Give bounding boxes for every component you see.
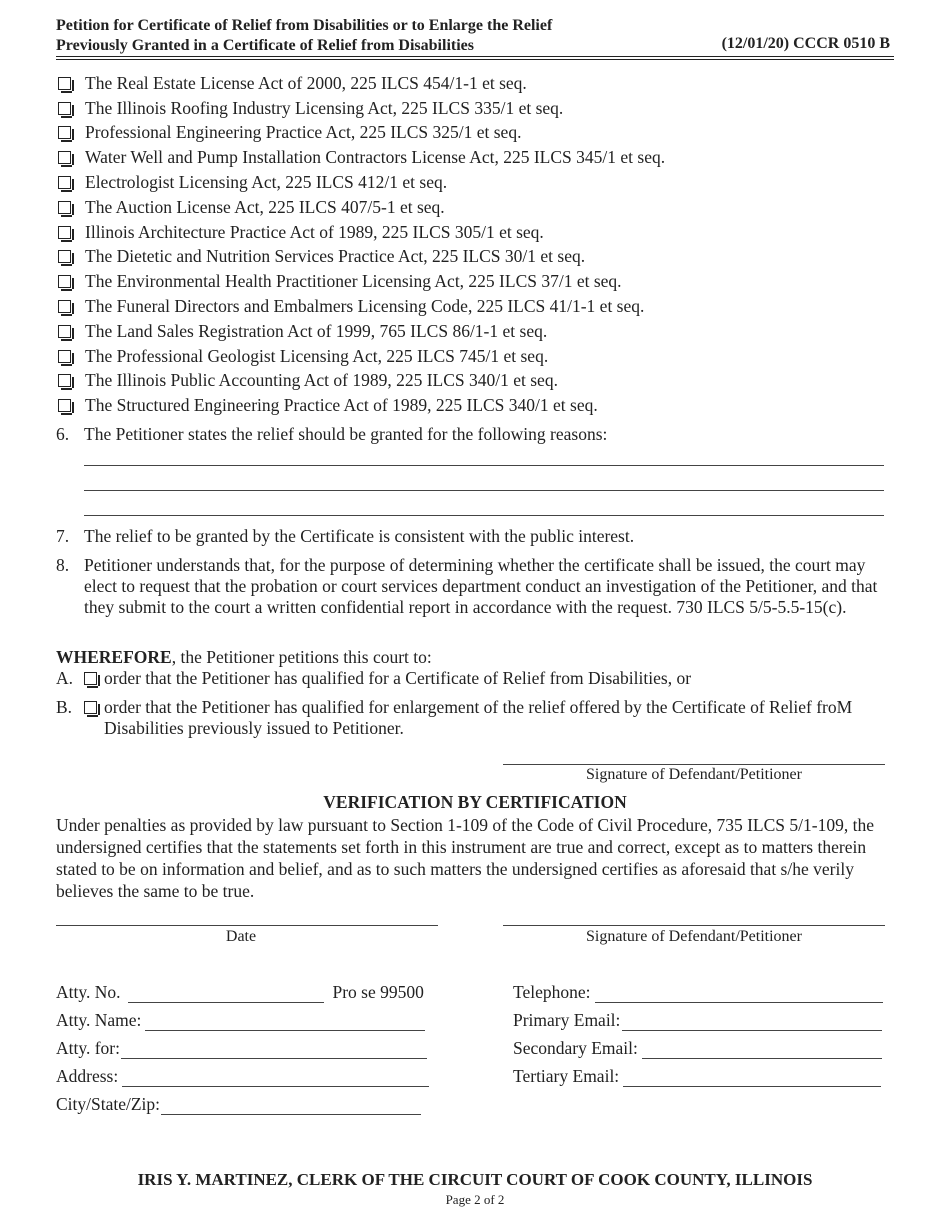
telephone-field (513, 982, 883, 1003)
act-item (56, 245, 896, 270)
item-8 (56, 555, 896, 618)
signature-line-top[interactable] (503, 764, 885, 765)
signature-line-bottom[interactable] (503, 925, 885, 926)
act-label: Illinois Architecture Practice Act of 1989, 225 ILCS 305/1 et seq. (85, 221, 544, 242)
act-label: The Environmental Health Practitioner Licensing Act, 225 ILCS 37/1 et seq. (85, 271, 622, 292)
act-label: The Land Sales Registration Act of 1999, 765 ILCS 86/1-1 et seq. (85, 320, 548, 341)
act-label: Water Well and Pump Installation Contractors License Act, 225 ILCS 345/1 et seq. (85, 147, 666, 168)
option-letter: A. (56, 668, 74, 688)
act-checkbox[interactable] (58, 77, 71, 90)
address-field (56, 1066, 429, 1087)
option-a (56, 668, 896, 689)
form-title-line2: Previously Granted in a Certificate of Relief from Disabilities (56, 37, 474, 54)
act-item (56, 121, 896, 146)
verification-heading: VERIFICATION BY CERTIFICATION (323, 792, 627, 812)
atty-for-label: Atty. for: (56, 1038, 120, 1058)
atty-name-field (56, 1010, 425, 1031)
act-label: Professional Engineering Practice Act, 225 ILCS 325/1 et seq. (85, 122, 522, 143)
item-6 (56, 424, 896, 445)
act-label: The Auction License Act, 225 ILCS 407/5-1 et seq. (85, 196, 445, 217)
form-title (56, 16, 552, 56)
page-header (56, 16, 894, 57)
secondary-email-field (513, 1038, 882, 1059)
option-text: order that the Petitioner has qualified for a Certificate of Relief from Disabilities, or (104, 668, 692, 688)
act-item (56, 269, 896, 294)
act-checkbox[interactable] (58, 350, 71, 363)
item-number: 8. (56, 555, 70, 575)
option-text: order that the Petitioner has qualified for enlargement of the relief offered by the Certificate of Relief froM Disabilities previously issued to Petitioner. (104, 697, 853, 738)
signature-label-bottom: Signature of Defendant/Petitioner (586, 928, 802, 945)
atty-no-field (56, 982, 430, 1003)
option-b-checkbox[interactable] (84, 701, 97, 714)
pro-se-text: Pro se 99500 (332, 982, 424, 1002)
atty-no-label: Atty. No. (56, 982, 121, 1002)
atty-name-label: Atty. Name: (56, 1010, 142, 1030)
act-item (56, 393, 896, 418)
tertiary-email-input[interactable] (623, 1070, 881, 1087)
city-label: City/State/Zip: (56, 1094, 161, 1114)
act-checkbox[interactable] (58, 374, 71, 387)
act-item (56, 71, 896, 96)
telephone-label: Telephone: (513, 982, 591, 1002)
tertiary-email-label: Tertiary Email: (513, 1066, 620, 1086)
city-input[interactable] (161, 1098, 421, 1115)
form-code: (12/01/20) CCCR 0510 B (721, 35, 890, 52)
city-field (56, 1094, 421, 1115)
act-item (56, 170, 896, 195)
item-number: 7. (56, 526, 70, 546)
item-text: The Petitioner states the relief should be granted for the following reasons: (84, 424, 608, 444)
act-label: Electrologist Licensing Act, 225 ILCS 412/1 et seq. (85, 172, 448, 193)
wherefore-clause (56, 647, 432, 668)
option-a-checkbox[interactable] (84, 672, 97, 685)
address-label: Address: (56, 1066, 119, 1086)
telephone-input[interactable] (595, 986, 883, 1003)
act-item (56, 96, 896, 121)
act-checkbox[interactable] (58, 325, 71, 338)
reason-line-3[interactable] (84, 515, 884, 516)
act-checkbox[interactable] (58, 275, 71, 288)
item-number: 6. (56, 424, 70, 444)
signature-label-top: Signature of Defendant/Petitioner (586, 766, 802, 783)
act-label: The Illinois Public Accounting Act of 1989, 225 ILCS 340/1 et seq. (85, 370, 558, 391)
act-item (56, 220, 896, 245)
page-number: Page 2 of 2 (445, 1192, 505, 1207)
wherefore-text: , the Petitioner petitions this court to: (171, 647, 432, 667)
option-b (56, 697, 896, 739)
act-checkbox[interactable] (58, 201, 71, 214)
atty-no-input[interactable] (128, 986, 324, 1003)
atty-name-input[interactable] (145, 1014, 425, 1031)
act-checkbox[interactable] (58, 176, 71, 189)
act-item (56, 369, 896, 394)
tertiary-email-field (513, 1066, 881, 1087)
verification-text: Under penalties as provided by law pursuant to Section 1-109 of the Code of Civil Procedure, 735 ILCS 5/1-109, the undersigned certifies that the statements set forth in this instrument are true and correct, except as to matters therein stated to be on information and belief, and as to such matters the undersigned certifies as aforesaid that s/he verily believes the same to be true. (56, 815, 874, 901)
primary-email-input[interactable] (622, 1014, 882, 1031)
act-item (56, 344, 896, 369)
reason-line-1[interactable] (84, 465, 884, 466)
clerk-footer: IRIS Y. MARTINEZ, CLERK OF THE CIRCUIT COURT OF COOK COUNTY, ILLINOIS (137, 1170, 813, 1189)
date-label: Date (225, 928, 257, 945)
address-input[interactable] (122, 1070, 429, 1087)
act-label: The Real Estate License Act of 2000, 225 ILCS 454/1-1 et seq. (85, 72, 527, 93)
wherefore-bold: WHEREFORE (56, 647, 172, 667)
act-checkbox[interactable] (58, 151, 71, 164)
primary-email-field (513, 1010, 882, 1031)
reason-line-2[interactable] (84, 490, 884, 491)
secondary-email-label: Secondary Email: (513, 1038, 638, 1058)
date-line[interactable] (56, 925, 438, 926)
act-label: The Illinois Roofing Industry Licensing Act, 225 ILCS 335/1 et seq. (85, 97, 564, 118)
item-text: The relief to be granted by the Certificate is consistent with the public interest. (84, 526, 635, 546)
act-item (56, 294, 896, 319)
secondary-email-input[interactable] (642, 1042, 882, 1059)
item-text: Petitioner understands that, for the purpose of determining whether the certificate shall be issued, the court may elect to request that the probation or court services department conduct an investigation of the Petitioner, and that they submit to the court a written confidential report in accordance with the request. 730 ILCS 5/5-5.5-15(c). (84, 555, 878, 617)
act-checkbox[interactable] (58, 300, 71, 313)
act-checkbox[interactable] (58, 126, 71, 139)
option-letter: B. (56, 697, 73, 717)
act-checkbox[interactable] (58, 250, 71, 263)
act-item (56, 195, 896, 220)
acts-checklist (56, 71, 896, 418)
act-label: The Dietetic and Nutrition Services Practice Act, 225 ILCS 30/1 et seq. (85, 246, 586, 267)
form-title-line1: Petition for Certificate of Relief from Disabilities or to Enlarge the Relief (56, 17, 553, 34)
act-item (56, 319, 896, 344)
atty-for-field (56, 1038, 427, 1059)
item-7 (56, 526, 896, 547)
atty-for-input[interactable] (121, 1042, 427, 1059)
act-label: The Funeral Directors and Embalmers Licensing Code, 225 ILCS 41/1-1 et seq. (85, 296, 645, 317)
act-label: The Structured Engineering Practice Act of 1989, 225 ILCS 340/1 et seq. (85, 395, 598, 416)
act-checkbox[interactable] (58, 226, 71, 239)
act-checkbox[interactable] (58, 399, 71, 412)
primary-email-label: Primary Email: (513, 1010, 621, 1030)
act-item (56, 145, 896, 170)
act-checkbox[interactable] (58, 102, 71, 115)
act-label: The Professional Geologist Licensing Act, 225 ILCS 745/1 et seq. (85, 345, 549, 366)
